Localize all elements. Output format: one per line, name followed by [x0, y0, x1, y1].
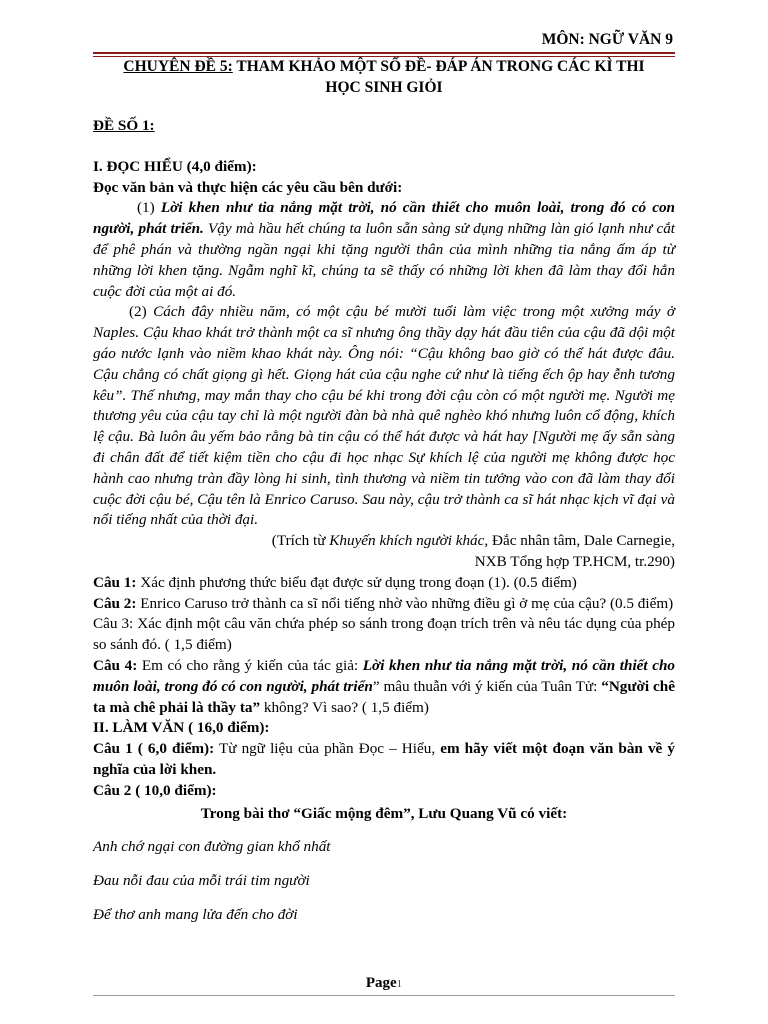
- paragraph-number: (2): [129, 303, 154, 321]
- question-3: Câu 3: Xác định một câu văn chứa phép so sánh trong đoạn trích trên và nêu tác dụng của phép so sánh đó. ( 1,5 điểm): [93, 615, 675, 654]
- poem-intro: Trong bài thơ “Giấc mộng đêm”, Lưu Quang Vũ có viết:: [200, 804, 568, 822]
- source-prefix: (Trích từ: [271, 532, 330, 550]
- title-text: THAM KHẢO MỘT SỐ ĐỀ- ĐÁP ÁN TRONG CÁC KÌ THI: [232, 58, 645, 75]
- passage-paragraph-2: [93, 302, 675, 531]
- source-suffix: , Đắc nhân tâm, Dale Carnegie,: [484, 532, 675, 550]
- source-publisher: NXB Tổng hợp TP.HCM, tr.290): [474, 552, 675, 570]
- poem-line: Đau nỗi đau của mỗi trái tim người: [93, 872, 310, 890]
- page-footer: [0, 975, 768, 992]
- passage-text: Cách đây nhiều năm, có một cậu bé mười tuổi làm việc trong một xưởng máy ở Naples. Cậu khao khát trở thành một ca sĩ nhưng ông thầy dạy hát đầu tiên của cậu đã dội một gáo nước lạnh vào niềm khao khát này. Ông nói: “Cậu không bao giờ có thể hát được đâu. Cậu chẳng có chất giọng gì hết. Giọng hát của cậu nghe cứ như là tiếng ếch ộp hay ễnh tương kêu”. Thế nhưng, may mắn thay cho cậu bé khi trong đời cậu còn có một người mẹ. Người mẹ thương yêu của cậu tay chỉ là một người đàn bà nhà quê nghèo khó nhưng luôn cổ động, khích lệ cậu. Bà luôn âu yếm bảo rằng bà tin cậu có thể hát được và hát hay [Người mẹ ấy sẵn sàng đi chân đất để tiết kiệm tiền cho cậu đi học nhạc Sự khích lệ của người mẹ không được học hành cao nhưng tràn đầy lòng hi sinh, tình thương và niềm tin tưởng vào con đã làm thay đổi cuộc đời cậu bé, Cậu tên là Enrico Caruso. Sau này, cậu trở thành ca sĩ hát nhạc kịch vĩ đại và nổi tiếng nhất của thời đại.: [93, 303, 675, 529]
- header-rule: [93, 52, 675, 54]
- footer-rule: [93, 995, 675, 996]
- writing-question-2-label: Câu 2 ( 10,0 điểm):: [93, 781, 217, 799]
- section-heading-reading: I. ĐỌC HIỂU (4,0 điểm):: [93, 157, 257, 175]
- source-citation: [93, 531, 675, 552]
- document-title: [93, 56, 675, 98]
- writing-question-1: [93, 739, 675, 781]
- question-text: Em có cho rằng ý kiến của tác giả:: [137, 656, 363, 674]
- document-body: [93, 56, 675, 926]
- paragraph-number: (1): [137, 199, 161, 217]
- question-text: không? Vì sao? ( 1,5 điểm): [260, 698, 429, 716]
- exam-number: ĐỀ SỐ 1:: [93, 117, 155, 134]
- passage-key-sentence: Lời khen như tia nắng mặt trời, nó cần thiết cho muôn loài, trong đó có con người, phát triển.: [93, 199, 675, 238]
- question-task: em hãy viết một đoạn văn bàn về ý nghĩa của lời khen.: [93, 740, 675, 778]
- reading-instruction: Đọc văn bản và thực hiện các yêu cầu bên dưới:: [93, 178, 403, 196]
- question-label: Câu 1:: [93, 573, 137, 591]
- question-1: [93, 573, 675, 594]
- header-subject: MÔN: NGỮ VĂN 9: [541, 31, 673, 48]
- source-title: Khuyến khích người khác: [329, 532, 485, 550]
- question-quote-2: “Người chê ta mà chê phải là thầy ta”: [93, 677, 675, 716]
- question-label: Câu 1 ( 6,0 điểm):: [93, 740, 215, 758]
- passage-paragraph-1: [93, 198, 675, 302]
- question-text: Từ ngữ liệu của phần Đọc – Hiểu,: [214, 740, 441, 758]
- poem-line: Anh chớ ngại con đường gian khổ nhất: [93, 838, 331, 856]
- question-text: ” mâu thuẫn với ý kiến của Tuân Tử:: [372, 677, 602, 695]
- question-text: Xác định phương thức biểu đạt được sử dụng trong đoạn (1). (0.5 điểm): [136, 573, 577, 591]
- question-2: [93, 594, 675, 615]
- question-label: Câu 4:: [93, 656, 138, 674]
- passage-text: Vậy mà hầu hết chúng ta luôn sẵn sàng sử dụng những làn gió lạnh như cắt để phê phán và thường ngần ngại khi tặng người thân của mình những tia nắng ấm áp từ những lời khen tặng. Ngẫm nghĩ kĩ, chúng ta sẽ thấy có những lời khen đã làm thay đổi hẳn cuộc đời của một ai đó.: [93, 220, 676, 300]
- question-quote: Lời khen như tia nắng mặt trời, nó cần thiết cho muôn loài, trong đó có con người, phát triển: [93, 656, 675, 695]
- question-text: Enrico Caruso trở thành ca sĩ nổi tiếng nhờ vào những điều gì ở mẹ của cậu? (0.5 điểm): [136, 594, 674, 612]
- page-number: 1: [396, 978, 403, 990]
- question-label: Câu 2:: [93, 594, 137, 612]
- title-label: CHUYÊN ĐỀ 5:: [123, 58, 233, 75]
- title-line2: HỌC SINH GIỎI: [325, 79, 443, 96]
- section-heading-writing: II. LÀM VĂN ( 16,0 điểm):: [93, 719, 270, 737]
- question-4: [93, 656, 675, 718]
- poem-line: Để thơ anh mang lửa đến cho đời: [93, 905, 298, 923]
- page-label: Page: [365, 975, 397, 991]
